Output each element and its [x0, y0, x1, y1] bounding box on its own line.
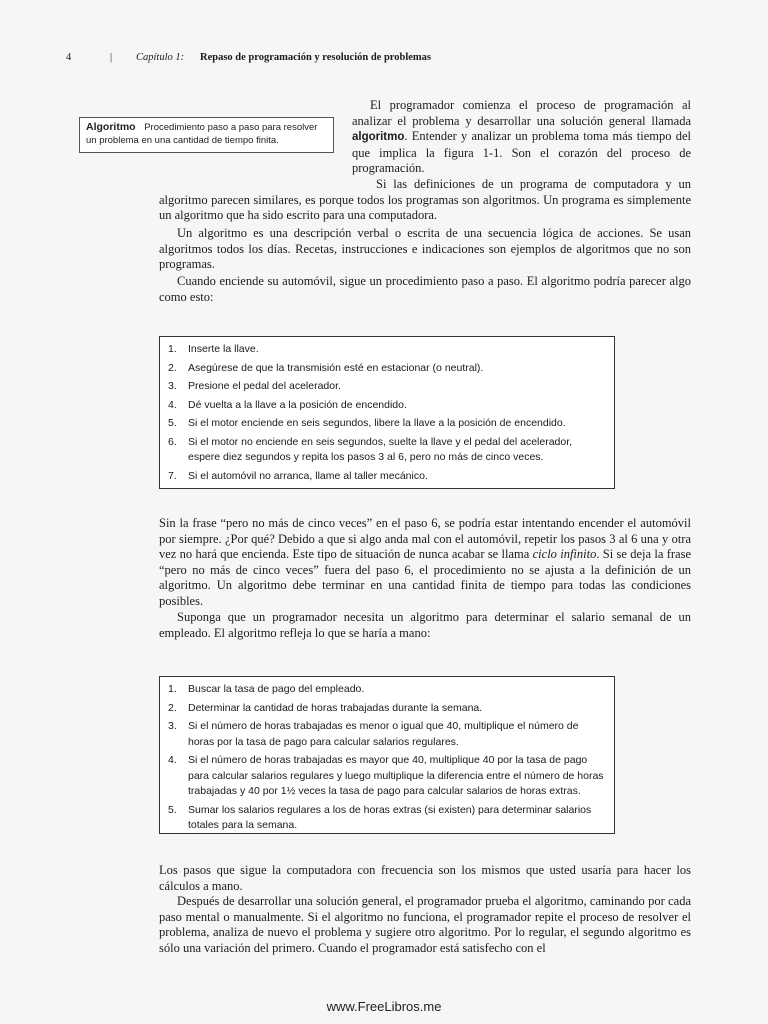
- chapter-label: Capítulo 1:: [136, 52, 185, 63]
- step-text: Dé vuelta a la llave a la posición de encendido.: [188, 398, 407, 411]
- step-number: 2.: [168, 361, 177, 374]
- list-item: [168, 701, 604, 717]
- list-item: [168, 469, 604, 485]
- page-header: [0, 52, 768, 68]
- paragraph-infinite-loop: [159, 516, 691, 610]
- step-number: 2.: [168, 701, 177, 714]
- step-number: 3.: [168, 380, 177, 392]
- step-text: Inserte la llave.: [188, 343, 259, 355]
- paragraph-intro: [352, 98, 691, 177]
- step-number: 1.: [168, 683, 177, 695]
- paragraph-salary-intro: Suponga que un programador necesita un algoritmo para determinar el salario semanal de un empleado. El algoritmo refleja lo que se haría a mano:: [159, 610, 691, 640]
- sidenote-term: Algoritmo: [86, 121, 136, 133]
- step-text: Sumar los salarios regulares a los de horas extras (si existen) para determinar salarios totales para la semana.: [188, 803, 592, 831]
- step-text: Buscar la tasa de pago del empleado.: [188, 683, 365, 695]
- list-item: [168, 803, 604, 834]
- definition-sidenote: [79, 117, 334, 153]
- step-number: 4.: [168, 754, 177, 766]
- list-item: [168, 416, 604, 432]
- term-algoritmo: algoritmo: [352, 131, 405, 144]
- list-item: [168, 719, 604, 750]
- list-item: [168, 361, 604, 377]
- step-number: 7.: [168, 469, 177, 482]
- paragraph-definition: Un algoritmo es una descripción verbal o escrita de una secuencia lógica de acciones. Se usan algoritmos todos los días. Recetas, instrucciones e indicaciones son ejemplos de algoritmos que no son programas.: [159, 226, 691, 272]
- paragraph-testing: Después de desarrollar una solución general, el programador prueba el algoritmo, caminando por cada paso mental o manualmente. Si el algoritmo no funciona, el programador repite el proceso de resolver el problema, analiza de nuevo el problema y sugiere otro algoritmo. Por lo regular, el segundo algoritmo es sólo una variación del primero. Cuando el programador está satisfecho con el: [159, 894, 691, 955]
- salary-algorithm-box: [159, 676, 615, 834]
- paragraph-manual-calc: Los pasos que sigue la computadora con frecuencia son los mismos que usted usaría para hacer los cálculos a mano.: [159, 863, 691, 893]
- sidenote-definition: Procedimiento paso a paso para resolver un problema en una cantidad de tiempo finita.: [86, 122, 318, 146]
- step-text: Asegúrese de que la transmisión esté en estacionar (o neutral).: [188, 361, 484, 374]
- list-item: [168, 435, 604, 466]
- step-number: 1.: [168, 343, 177, 355]
- paragraph-infinite-text-b: . Si se deja la frase “pero no más de cinco veces” fuera del paso 6, el procedimiento no se ajusta a la definición de un algoritmo. Un algoritmo debe terminar en una cantidad finita de tiempo para todas las condiciones posibles.: [159, 547, 691, 608]
- step-text: Si el motor enciende en seis segundos, libere la llave a la posición de encendido.: [188, 417, 566, 429]
- list-item: [168, 753, 604, 800]
- step-text: Si el automóvil no arranca, llame al taller mecánico.: [188, 469, 428, 482]
- car-algorithm-box: [159, 336, 615, 489]
- footer-watermark: www.FreeLibros.me: [326, 999, 442, 1014]
- step-text: Si el motor no enciende en seis segundos, suelte la llave y el pedal del acelerador, espere diez segundos y repita los pasos 3 al 6, pero no más de cinco veces.: [188, 435, 573, 463]
- term-ciclo-infinito: ciclo infinito: [532, 547, 597, 562]
- list-item: [168, 342, 604, 358]
- car-steps-list: [168, 342, 604, 484]
- paragraph-intro-text-b: . Entender y analizar un problema toma más tiempo del que implica la figura 1-1. Son el corazón del proceso de programación.: [352, 129, 691, 176]
- list-item: [168, 398, 604, 414]
- paragraph-programs: Si las definiciones de un programa de computadora y un algoritmo parecen similares, es porque todos los programas son algoritmos. Un programa es simplemente un algoritmo que ha sido escrito para una computadora.: [159, 177, 691, 223]
- list-item: [168, 682, 604, 698]
- step-text: Presione el pedal del acelerador.: [188, 380, 341, 392]
- salary-steps-list: [168, 682, 604, 834]
- step-text: Determinar la cantidad de horas trabajadas durante la semana.: [188, 701, 483, 714]
- step-number: 6.: [168, 435, 177, 448]
- step-number: 5.: [168, 803, 177, 816]
- header-separator: |: [110, 52, 113, 63]
- page-number: 4: [66, 52, 72, 63]
- step-number: 5.: [168, 417, 177, 429]
- chapter-title: Repaso de programación y resolución de problemas: [200, 52, 432, 63]
- step-number: 4.: [168, 398, 177, 411]
- step-text: Si el número de horas trabajadas es mayor que 40, multiplique 40 por la tasa de pago para calcular salarios regulares y luego multiplique la diferencia entre el número de horas trabajadas y 40 por 1½ veces la tasa de pago para calcular salarios de horas extras.: [188, 754, 604, 797]
- paragraph-infinite-text-a: Sin la frase “pero no más de cinco veces” en el paso 6, se podría estar intentando encender el automóvil por siempre. ¿Por qué? Debido a que si algo anda mal con el automóvil, repetir los pasos 3 al 6 una y otra vez no hará que encienda. Este tipo de situación de nunca acabar se llama: [159, 516, 691, 562]
- step-number: 3.: [168, 720, 177, 732]
- paragraph-car-intro: Cuando enciende su automóvil, sigue un procedimiento paso a paso. El algoritmo podría parecer algo como esto:: [159, 274, 691, 304]
- list-item: [168, 379, 604, 395]
- paragraph-intro-text-a: El programador comienza el proceso de programación al analizar el problema y desarrollar una solución general llamada: [352, 98, 691, 128]
- step-text: Si el número de horas trabajadas es menor o igual que 40, multiplique el número de horas por la tasa de pago para calcular salarios regulares.: [188, 720, 579, 748]
